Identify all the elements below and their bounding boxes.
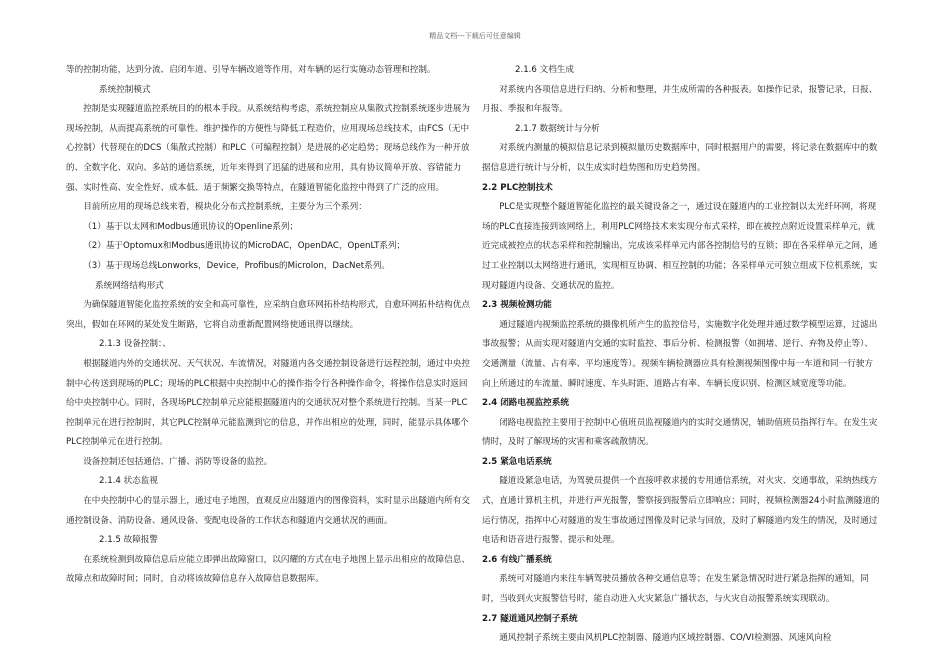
section-heading-bold: 2.5 紧急电话系统 <box>482 456 552 467</box>
section-heading-bold: 2.7 隧道通风控制子系统 <box>482 613 578 624</box>
section-heading: 2.1.5 故障报警 <box>99 535 158 546</box>
paragraph: （3）基于现场总线Lonworks，Device，Profibus的Microlon，DacNet系列。 <box>83 260 390 271</box>
paragraph: 隧道设紧急电话，为驾驶员提供一个直接呼救求援的专用通信系统，对火灾、交通事故，采纳热线方式，直通计算机主机，并进行声光报警，警察接到报警后立即响应；同时，视频检测器24小时监测隧道的运行情况，指挥中心对隧道的发生事故通过图像及时记录与回放，及时了解隧道内发生的情况，及时通过电话和语音进行报警、提示和处理。 <box>482 476 880 546</box>
paragraph: 目前所应用的现场总线来看，模块化分布式控制系统，主要分为三个系列： <box>83 202 367 213</box>
section-heading: 系统网络结构形式 <box>95 280 164 291</box>
paragraph: 为确保隧道智能化监控系统的安全和高可靠性，应采纳自愈环网拓朴结构形式，自愈环网拓朴结构优点突出，假如在环网的某处发生断路，它将自动重新配置网络使通讯得以继续。 <box>66 300 470 330</box>
section-heading: 2.1.6 文档生成 <box>515 65 574 75</box>
paragraph: 闭路电视监控主要用于控制中心值班员监视隧道内的实时交通情况，辅助值班员指挥行车。在发生灾情时，及时了解现场的灾害和乘客疏散情况。 <box>482 417 878 448</box>
paragraph: 设备控制还包括通信、广播、消防等设备的监控。 <box>83 456 273 467</box>
paragraph: 对系统内测量的模拟信息记录到模拟量历史数据库中，同时根据用户的需要，将记录在数据库中的数据信息进行统计与分析，以生成实时趋势图和历史趋势图。 <box>482 143 878 173</box>
left-column <box>66 61 470 590</box>
paragraph: 通风控制子系统主要由风机PLC控制器、隧道内区域控制器、CO/VI检测器、风速风向检 <box>499 633 832 644</box>
paragraph: 控制是实现隧道监控系统目的的根本手段。从系统结构考虑，系统控制应从集散式控制系统逐步进展为现场控制，从而提高系统的可靠性、维护操作的方便性与降低工程造价，应用现场总线技术，由FCS（无中心控制）代替现在的DCS（集散式控制）和PLC（可编程控制）是进展的必定趋势；现场总线作为一种开放的、全数字化、双向、多站的通信系统，近年来得到了迅猛的进展和应用，具有协议简单开放、容错能力强、实时性高、安全性好、成本低、适于频繁交换等特点，在隧道智能化监控中得到了广泛的应用。 <box>66 104 470 193</box>
section-heading: 系统控制模式 <box>99 84 151 95</box>
section-heading: 2.1.3 设备控制：、 <box>99 339 171 350</box>
paragraph: （2）基于Optomux和Modbus通讯协议的MicroDAC，OpenDAC，OpenLT系列； <box>83 241 406 252</box>
paragraph: 通过隧道内视频监控系统的摄像机所产生的监控信号，实施数字化处理并通过数学模型运算，过滤出事故报警；从而实现对隧道内交通的实时监控、事后分析、检测报警（如拥堵、逆行、弃物及停止等）、交通测量（流量、占有率、平均速度等）。视频车辆检测器应具有检测视频图像中每一车道和同一行驶方向上所通过的车流量、瞬时速度、车头时距、道路占有率、车辆长度识别、检测区域宽度等功能。 <box>482 319 878 389</box>
paragraph: 根据隧道内外的交通状况、天气状况、车流情况，对隧道内各交通控制设备进行远程控制，通过中央控制中心传送到现场的PLC；现场的PLC根据中央控制中心的操作指令行各种操作命令，将操作信息实时返回给中央控制中心。同时，各现场PLC控制单元应能根据隧道内的交通状况对整个系统进行控制。当某一PLC控制单元在进行控制时，其它PLC控制单元能监测到它的信息，并作出相应的处理，同时，能显示具体哪个PLC控制单元在进行控制。 <box>66 358 470 448</box>
paragraph: 系统可对隧道内来往车辆驾驶员播放各种交通信息等；在发生紧急情况时进行紧急指挥的通知，同时，当收到火灾报警信号时，能自动进入火灾紧急广播状态，与火灾自动报警系统实现联动。 <box>482 574 869 605</box>
page-header: 精品文档---下载后可任意编辑 <box>429 32 521 40</box>
section-heading-bold: 2.6 有线广播系统 <box>482 554 552 565</box>
paragraph: 在中央控制中心的显示器上，通过电子地图，直观反应出隧道内的图像资料，实时显示出隧道内所有交通控制设备、消防设备、通风设备、变配电设备的工作状态和隧道内交通状况的画面。 <box>66 496 470 526</box>
section-heading-bold: 2.4 闭路电视监控系统 <box>482 398 569 409</box>
paragraph: PLC是实现整个隧道智能化监控的最关键设备之一，通过设在隧道内的工业控制以太光纤环网，将现场的PLC直接连接到该网络上，利用PLC网络技术来实现分布式采样，即在被控点附近设置采样单元，就近完成被控点的状态采样和控制输出，完成该采样单元内部各控制信号的互锁；即在各采样单元之间，通过工业控制以太网络进行通讯，实现相互协调、相互控制的功能；各采样单元可独立组成下位机系统，实现对隧道内设备、交通状况的监控。 <box>482 202 878 291</box>
paragraph: 对系统内各项信息进行归纳、分析和整理，并生成所需的各种报表。如操作记录，报警记录，日报、月报、季报和年报等。 <box>482 84 878 115</box>
right-column <box>482 61 880 649</box>
paragraph: 等的控制功能，达到分流、启闭车道、引导车辆改道等作用，对车辆的运行实施动态管理和控制。 <box>66 65 436 75</box>
section-heading: 2.1.4 状态监视 <box>99 476 158 487</box>
paragraph: 在系统检测到故障信息后应能立即弹出故障窗口，以闪耀的方式在电子地图上显示出相应的故障信息、故障点和故障时间；同时，自动将该故障信息存入故障信息数据库。 <box>66 554 470 585</box>
section-heading-bold: 2.2 PLC控制技术 <box>482 182 553 193</box>
paragraph: （1）基于以太网和Modbus通讯协议的Openline系列； <box>83 221 299 232</box>
section-heading-bold: 2.3 视频检测功能 <box>482 300 552 311</box>
section-heading: 2.1.7 数据统计与分析 <box>515 123 600 134</box>
